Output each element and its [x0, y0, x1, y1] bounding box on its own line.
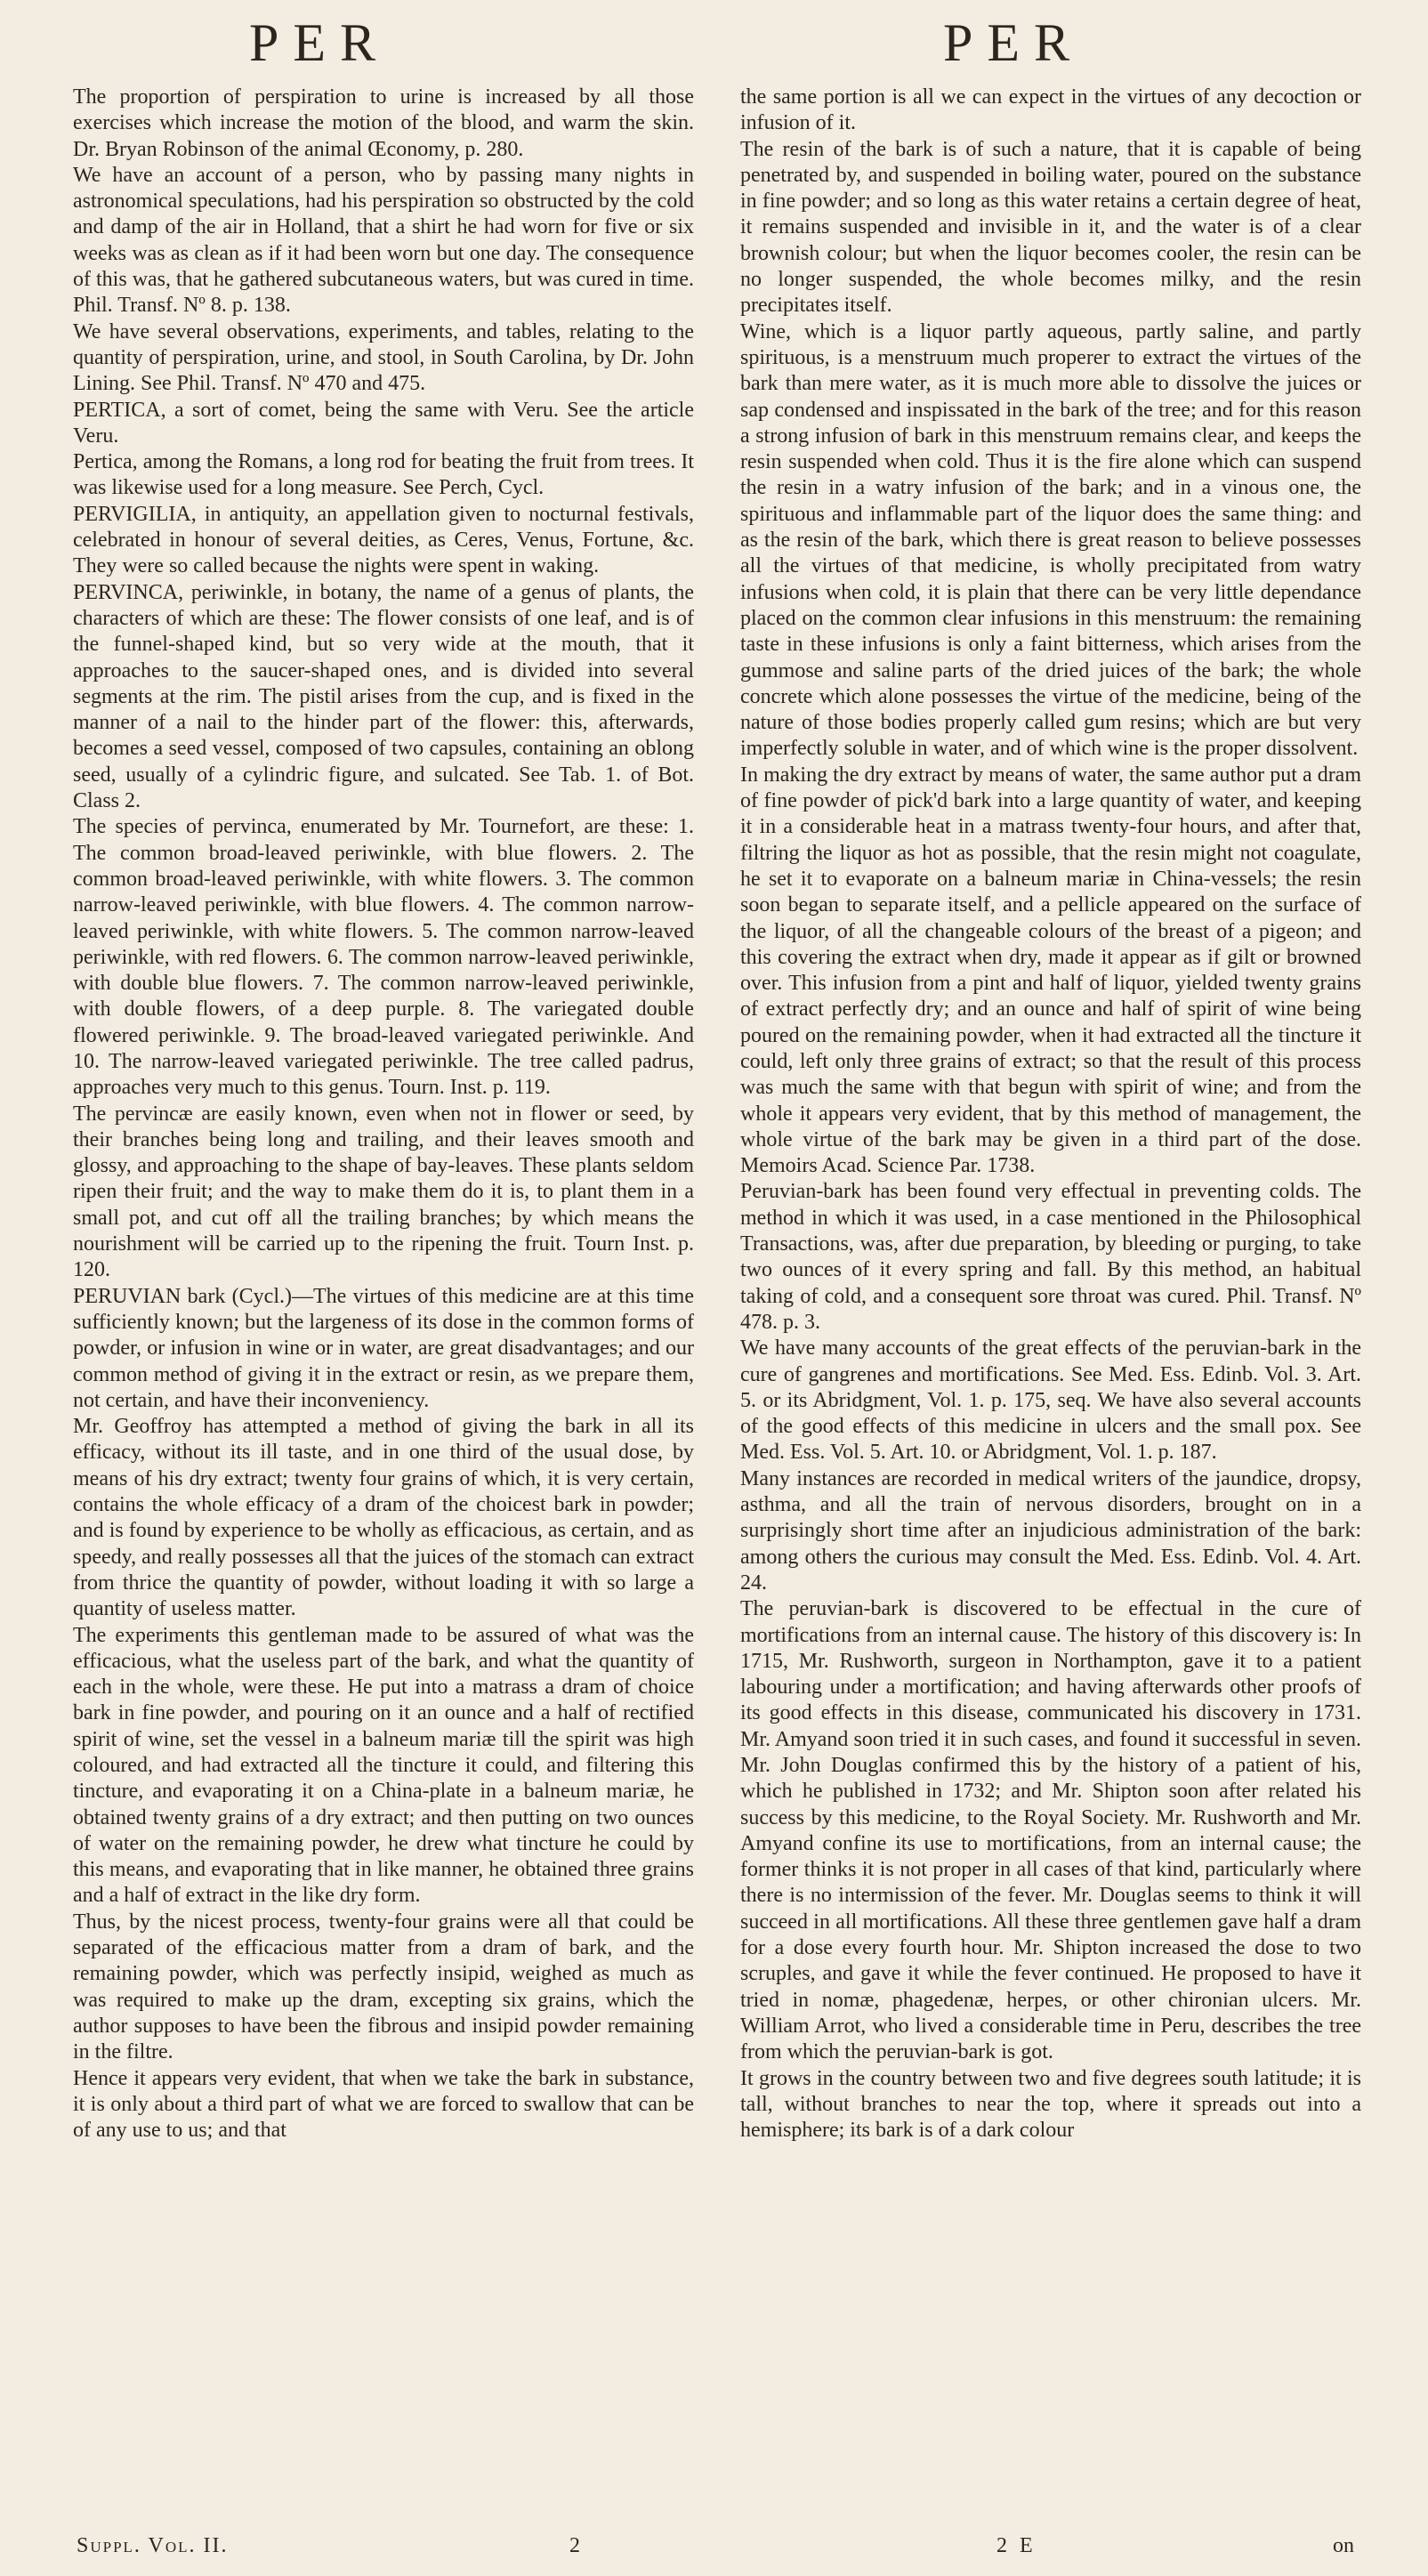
page-footer	[0, 2534, 1428, 2570]
paragraph: Many instances are recorded in medical writers of the jaundice, dropsy, asthma, and all the train of nervous disorders, brought on in a surprisingly short time after an injudicious administration of the bark: among others the curious may consult the Med. Ess. Edinb. Vol. 4. Art. 24.	[740, 1466, 1361, 1595]
paragraph: In making the dry extract by means of water, the same author put a dram of fine powder of pick'd bark into a large quantity of water, and keeping it in a considerable heat in a matrass twenty-four hours, and after that, filtring the liquor as hot as possible, that the resin might not coagulate, he set it to evaporate on a balneum mariæ in China-vessels; the resin soon began to separate itself, and a pellicle appeared on the surface of the liquor, of all the changeable colours of the breast of a pigeon; and this covering the extract when dry, made it appear as if gilt or browned over. This infusion from a pint and half of liquor, yielded twenty grains of extract perfectly dry; and an ounce and half of spirit of wine being poured on the remaining powder, when it had extracted all the tincture it could, left only three grains of extract; so that the result of this process was much the same with that begun with spirit of wine; and from the whole it appears very evident, that by this method of management, the whole virtue of the bark may be given in a third part of the dose. Memoirs Acad. Science Par. 1738.	[740, 763, 1361, 1178]
paragraph: PERUVIAN bark (Cycl.)—The virtues of this medicine are at this time sufficiently known; but the largeness of its dose in the common forms of powder, or infusion in wine or in water, are great disadvantages; and our common method of giving it in the extract or resin, as we prepare them, not certain, and have their inconveniency.	[73, 1284, 694, 1412]
paragraph: Pertica, among the Romans, a long rod for beating the fruit from trees. It was likewise used for a long measure. See Perch, Cycl.	[73, 450, 694, 500]
paragraph: PERTICA, a sort of comet, being the same with Veru. See the article Veru.	[73, 398, 694, 448]
paragraph: It grows in the country between two and five degrees south latitude; it is tall, without branches to near the top, where it spreads out into a hemisphere; its bark is of a dark colour	[740, 2066, 1361, 2143]
paragraph: the same portion is all we can expect in the virtues of any decoction or infusion of it.	[740, 85, 1361, 135]
paragraph: Thus, by the nicest process, twenty-four grains were all that could be separated of the efficacious matter from a dram of bark, and the remaining powder, which was perfectly insipid, weighed as much as was required to make up the dram, excepting six grains, which the author supposes to have been the fibrous and insipid powder remaining in the filtre.	[73, 1910, 694, 2064]
paragraph: We have many accounts of the great effects of the peruvian-bark in the cure of gangrenes and mortifications. See Med. Ess. Edinb. Vol. 3. Art. 5. or its Abridgment, Vol. 1. p. 175, seq. We have also several accounts of the good effects of this medicine in ulcers and the small pox. See Med. Ess. Vol. 5. Art. 10. or Abridgment, Vol. 1. p. 187.	[740, 1336, 1361, 1465]
paragraph: The peruvian-bark is discovered to be effectual in the cure of mortifications from an internal cause. The history of this discovery is: In 1715, Mr. Rushworth, surgeon in Northampton, gave it to a patient labouring under a mortification; and having afterwards other proofs of its good effects in this disease, communicated his discovery in 1731. Mr. Amyand soon tried it in such cases, and found it successful in seven. Mr. John Douglas confirmed this by the history of a patient of his, which he published in 1732; and Mr. Shipton soon after related his success by this medicine, to the Royal Society. Mr. Rushworth and Mr. Amyand confine its use to mortifications, from an internal cause; the former thinks it is not proper in all cases of that kind, particularly where there is no intermission of the fever. Mr. Douglas seems to think it will succeed in all mortifications. All these three gentlemen gave half a dram for a dose every fourth hour. Mr. Shipton increased the dose to two scruples, and gave it while the fever continued. He proposed to have it tried in nomæ, phagedenæ, herpes, or other chironian ulcers. Mr. William Arrot, who lived a considerable time in Peru, describes the tree from which the peruvian-bark is got.	[740, 1597, 1361, 2064]
paragraph: Hence it appears very evident, that when we take the bark in substance, it is only about a third part of what we are forced to swallow that can be of any use to us; and that	[73, 2066, 694, 2143]
paragraph: The experiments this gentleman made to be assured of what was the efficacious, what the useless part of the bark, and what the quantity of each in the whole, were these. He put into a matrass a dram of choice bark in fine powder, and pouring on it an ounce and a half of rectified spirit of wine, set the vessel in a balneum mariæ till the spirit was high coloured, and had extracted all the tincture it could, and filtering this tincture, and evaporating it on a China-plate in a balneum mariæ, he obtained twenty grains of a dry extract; and then putting on two ounces of water on the remaining powder, he drew what tincture he could by this means, and evaporating that in like manner, he obtained three grains and a half of extract in the like dry form.	[73, 1623, 694, 1908]
page-number: 2	[569, 2534, 580, 2557]
paragraph: We have an account of a person, who by passing many nights in astronomical speculations, had his perspiration so obstructed by the cold and damp of the air in Holland, that a shirt he had worn for five or six weeks was as clean as if it had been worn but one day. The consequence of this was, that he gathered subcutaneous waters, but was cured in time. Phil. Transf. Nº 8. p. 138.	[73, 163, 694, 318]
paragraph: We have several observations, experiments, and tables, relating to the quantity of perspiration, urine, and stool, in South Carolina, by Dr. John Lining. See Phil. Transf. Nº 470 and 475.	[73, 319, 694, 396]
paragraph: The pervincæ are easily known, even when not in flower or seed, by their branches being long and trailing, and their leaves smooth and glossy, and approaching to the shape of bay-leaves. These plants seldom ripen their fruit; and the way to make them do it is, to plant them in a small pot, and cut off all the trailing branches; by which means the nourishment will be carried up to the ripening the fruit. Tourn Inst. p. 120.	[73, 1102, 694, 1282]
paragraph: Wine, which is a liquor partly aqueous, partly saline, and partly spirituous, is a menstruum much properer to extract the virtues of the bark than mere water, as it is much more able to dissolve the juices or sap condensed and inspissated in the bark of the tree; and for this reason a strong infusion of bark in this menstruum remains clear, and keeps the resin suspended when cold. Thus it is the fire alone which can suspend the resin in a watry infusion of the bark; and in a vinous one, the spirituous and inflammable part of the liquor does the same thing: and as the resin of the bark, which there is great reason to believe possesses all the virtues of that medicine, is wholly precipitated from watry infusions when cold, it is plain that there can be very little dependance placed on the common clear infusions in this menstruum: the remaining taste in these infusions is only a faint bitterness, which arises from the gummose and saline parts of the dried juices of the bark; the whole concrete which alone possesses the virtue of the medicine, being of the nature of those bodies properly called gum resins; which are but very imperfectly soluble in water, and of which wine is the proper dissolvent.	[740, 319, 1361, 761]
right-column	[740, 85, 1361, 2465]
paragraph: The proportion of perspiration to urine is increased by all those exercises which increase the motion of the blood, and warm the skin. Dr. Bryan Robinson of the animal Œconomy, p. 280.	[73, 85, 694, 161]
signature-mark: 2 E	[996, 2534, 1037, 2557]
running-head-left: PER	[249, 13, 391, 72]
paragraph: PERVIGILIA, in antiquity, an appellation given to nocturnal festivals, celebrated in honour of several deities, as Ceres, Venus, Fortune, &c. They were so called because the nights were spent in waking.	[73, 502, 694, 578]
catchword: on	[1333, 2534, 1354, 2557]
text-columns	[73, 85, 1361, 2465]
paragraph: The species of pervinca, enumerated by Mr. Tournefort, are these: 1. The common broad-leaved periwinkle, with blue flowers. 2. The common broad-leaved periwinkle, with white flowers. 3. The common narrow-leaved periwinkle, with blue flowers. 4. The common narrow-leaved periwinkle, with white flowers. 5. The common narrow-leaved periwinkle, with red flowers. 6. The common narrow-leaved periwinkle, with double blue flowers. 7. The common narrow-leaved periwinkle, with double flowers, of a deep purple. 8. The variegated double flowered periwinkle. 9. The broad-leaved variegated periwinkle. And 10. The narrow-leaved variegated periwinkle. The tree called padrus, approaches very much to this genus. Tourn. Inst. p. 119.	[73, 815, 694, 1100]
paragraph: The resin of the bark is of such a nature, that it is capable of being penetrated by, and suspended in boiling water, poured on the substance in fine powder; and so long as this water retains a certain degree of heat, it remains suspended and invisible in it, and the water is of a clear brownish colour; but when the liquor becomes cooler, the resin can be no longer suspended, the whole becomes milky, and the resin precipitates itself.	[740, 137, 1361, 318]
paragraph: PERVINCA, periwinkle, in botany, the name of a genus of plants, the characters of which are these: The flower consists of one leaf, and is of the funnel-shaped kind, but so very wide at the mouth, that it approaches to the saucer-shaped ones, and is divided into several segments at the rim. The pistil arises from the cup, and is fixed in the manner of a nail to the hinder part of the flower: this, afterwards, becomes a seed vessel, composed of two capsules, containing an oblong seed, usually of a cylindric figure, and sulcated. See Tab. 1. of Bot. Class 2.	[73, 580, 694, 813]
paragraph: Mr. Geoffroy has attempted a method of giving the bark in all its efficacy, without its ill taste, and in one third of the usual dose, by means of his dry extract; twenty four grains of which, it is very certain, contains the whole efficacy of a dram of the choicest bark in powder; and is found by experience to be wholly as efficacious, as certain, and as speedy, and really possesses all that the juices of the stomach can extract from thrice the quantity of powder, without loading it with so large a quantity of useless matter.	[73, 1415, 694, 1621]
left-column	[73, 85, 694, 2465]
running-head-right: PER	[943, 13, 1085, 72]
paragraph: Peruvian-bark has been found very effectual in preventing colds. The method in which it was used, in a case mentioned in the Philosophical Transactions, was, after due preparation, by bleeding or purging, to take two ounces of it every spring and fall. By this method, an habitual taking of cold, and a consequent sore throat was cured. Phil. Transf. Nº 478. p. 3.	[740, 1180, 1361, 1334]
volume-label: Suppl. Vol. II.	[77, 2534, 229, 2557]
